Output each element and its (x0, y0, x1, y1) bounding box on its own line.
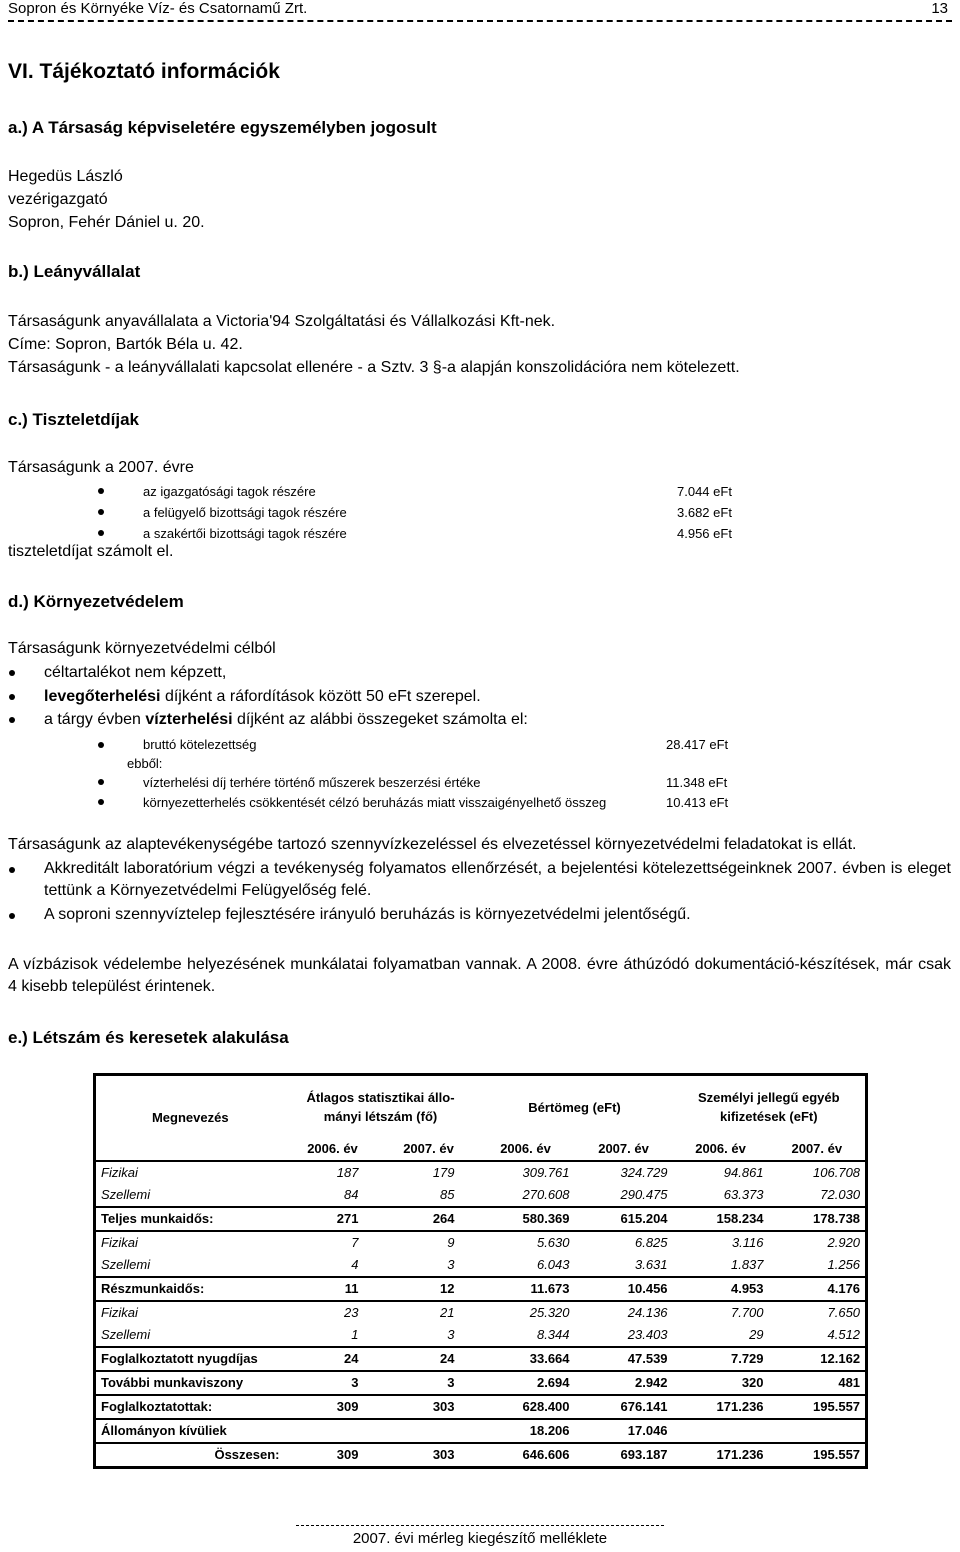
staff-table (93, 1073, 868, 1469)
row-value: 4.512 (827, 1327, 861, 1342)
table-row (95, 1254, 867, 1277)
row-value: 693.187 (575, 1443, 673, 1468)
row-value: 1.256 (827, 1257, 861, 1272)
table-body (95, 1161, 867, 1468)
bullet-icon (9, 913, 15, 919)
row-value: 6.825 (575, 1231, 673, 1254)
row-value: 4 (351, 1257, 359, 1272)
row-value: 271 (285, 1207, 381, 1231)
fee-item-label: a szakértői bizottsági tagok részére (143, 526, 347, 541)
row-value: 303 (381, 1443, 477, 1468)
env-bullet-2-bold: levegőterhelési (44, 688, 161, 705)
row-value: 264 (381, 1207, 477, 1231)
row-value (769, 1419, 867, 1443)
row-value: 7.729 (673, 1347, 769, 1371)
row-value: 1 (351, 1327, 359, 1342)
row-label: Szellemi (101, 1327, 151, 1342)
row-value: 18.206 (477, 1419, 575, 1443)
row-value: 7.650 (769, 1301, 867, 1324)
water-instrument-value: 11.348 eFt (666, 775, 728, 790)
bullet-icon (98, 530, 104, 536)
row-value: 2.942 (575, 1371, 673, 1395)
row-label: Foglalkoztatottak: (95, 1395, 285, 1419)
row-label: További munkaviszony (95, 1371, 285, 1395)
row-value (285, 1419, 381, 1443)
row-value (673, 1419, 769, 1443)
bullet-icon (9, 694, 15, 700)
year-header: 2006. év (500, 1141, 551, 1156)
row-value: 158.234 (673, 1207, 769, 1231)
env-bullet-3-pre: a tárgy évben (44, 711, 146, 728)
year-header: 2007. év (791, 1141, 843, 1156)
row-label: Fizikai (95, 1231, 285, 1254)
bullet-icon (98, 779, 104, 785)
header-other-payments: Személyi jellegű egyéb kifizetések (eFt) (697, 1090, 840, 1124)
row-value: 4.953 (673, 1277, 769, 1301)
row-value: 2.694 (477, 1371, 575, 1395)
table-row (95, 1347, 867, 1371)
header-megnevezes: Megnevezés (151, 1110, 229, 1125)
row-value: 1.837 (730, 1257, 764, 1272)
row-value: 290.475 (620, 1187, 668, 1202)
row-value: 303 (381, 1395, 477, 1419)
row-value: 4.176 (769, 1277, 867, 1301)
row-value (381, 1419, 477, 1443)
env-bullet-3-bold: vízterhelési (145, 711, 233, 728)
row-value: 171.236 (673, 1443, 769, 1468)
water-investment-label: környezetterhelés csökkentését célzó beruházás miatt visszaigényelhető összeg (143, 795, 607, 810)
row-value: 17.046 (575, 1419, 673, 1443)
water-investment-value: 10.413 eFt (666, 795, 729, 810)
subsidiary-line-2: Címe: Sopron, Bartók Béla u. 42. (8, 336, 243, 353)
row-value: 10.456 (575, 1277, 673, 1301)
table-row (95, 1161, 867, 1184)
year-header: 2007. év (598, 1141, 649, 1156)
subsidiary-line-1: Társaságunk anyavállalata a Victoria'94 Szolgáltatási és Vállalkozási Kft-nek. (8, 313, 556, 330)
water-gross-value: 28.417 eFt (666, 737, 729, 752)
table-row (95, 1419, 867, 1443)
row-value: 324.729 (575, 1161, 673, 1184)
representative-name: Hegedüs László (8, 168, 123, 185)
row-value: 84 (344, 1187, 359, 1202)
env-bullet-3-rest: díjként az alábbi összegeket számolta el: (232, 711, 528, 728)
row-label: Teljes munkaidős: (95, 1207, 285, 1231)
row-label: Fizikai (95, 1161, 285, 1184)
row-value: 47.539 (575, 1347, 673, 1371)
row-label: Foglalkoztatott nyugdíjas (95, 1347, 285, 1371)
row-value: 85 (440, 1187, 455, 1202)
section-d-title: d.) Környezetvédelem (8, 592, 184, 611)
env-paragraph-2: A vízbázisok védelembe helyezésének munkálatai folyamatban vannak. A 2008. évre áthúzódó dokumentáció-készítések, már csak 4 kisebb települést érintenek. (8, 956, 951, 995)
row-value: 29 (749, 1327, 764, 1342)
section-title: VI. Tájékoztató információk (8, 60, 280, 83)
bullet-icon (9, 867, 15, 873)
header-divider (8, 20, 952, 22)
header-company: Sopron és Környéke Víz- és Csatornamű Zrt. (8, 0, 308, 17)
row-value: 646.606 (477, 1443, 575, 1468)
row-value: 3 (285, 1371, 381, 1395)
row-value: 309.761 (477, 1161, 575, 1184)
row-value: 628.400 (477, 1395, 575, 1419)
row-value: 309 (285, 1443, 381, 1468)
row-value: 171.236 (673, 1395, 769, 1419)
bullet-icon (98, 799, 104, 805)
row-value: 63.373 (723, 1187, 764, 1202)
fee-item-label: az igazgatósági tagok részére (143, 484, 316, 499)
header-headcount: Átlagos statisztikai állo-mányi létszám (fő) (306, 1090, 455, 1124)
row-value: 615.204 (575, 1207, 673, 1231)
fee-item-value: 3.682 eFt (677, 505, 732, 520)
row-value: 23 (285, 1301, 381, 1324)
row-value: 3.116 (673, 1231, 769, 1254)
row-label: Állományon kívüliek (95, 1419, 285, 1443)
row-value: 94.861 (673, 1161, 769, 1184)
env-bullet-4: Akkreditált laboratórium végzi a tevékenység folyamatos ellenőrzését, a bejelentési kötelezettségeinknek 2007. évben is eleget tettünk a Környezetvédelmi Felügyelőség felé. (44, 860, 951, 899)
row-value: 270.608 (522, 1187, 570, 1202)
bullet-icon (98, 509, 104, 515)
env-intro: Társaságunk környezetvédelmi célból (8, 640, 276, 657)
row-value: 33.664 (477, 1347, 575, 1371)
section-b-title: b.) Leányvállalat (8, 262, 141, 281)
row-value: 178.738 (769, 1207, 867, 1231)
water-instrument-label: vízterhelési díj terhére történő műszerek beszerzési értéke (143, 775, 481, 790)
section-e-title: e.) Létszám és keresetek alakulása (8, 1028, 289, 1047)
ebbol-label: ebből: (127, 756, 163, 771)
row-label: Részmunkaidős: (95, 1277, 285, 1301)
row-value: 24.136 (575, 1301, 673, 1324)
row-value: 9 (381, 1231, 477, 1254)
env-bullet-3 (44, 711, 528, 729)
row-value: 24 (285, 1347, 381, 1371)
year-header: 2007. év (403, 1141, 454, 1156)
row-value: 195.557 (769, 1443, 867, 1468)
row-value: 3 (447, 1327, 455, 1342)
table-row (95, 1231, 867, 1254)
row-value: 3.631 (634, 1257, 668, 1272)
row-label: Szellemi (101, 1187, 151, 1202)
bullet-icon (98, 742, 104, 748)
bullet-icon (98, 488, 104, 494)
table-row (95, 1324, 867, 1347)
footer-divider (296, 1525, 664, 1526)
row-value: 3 (381, 1371, 477, 1395)
env-paragraph-1: Társaságunk az alaptevékenységébe tartozó szennyvízkezeléssel és elvezetéssel környezetvédelmi feladatokat is ellát. (8, 836, 857, 853)
row-value: 24 (381, 1347, 477, 1371)
row-value: 481 (769, 1371, 867, 1395)
table-row (95, 1395, 867, 1419)
fee-item-value: 4.956 eFt (677, 526, 732, 541)
fees-intro: Társaságunk a 2007. évre (8, 459, 194, 476)
header-payroll: Bértömeg (eFt) (528, 1099, 621, 1115)
row-value: 7.700 (673, 1301, 769, 1324)
row-value: 106.708 (769, 1161, 867, 1184)
fee-item-label: a felügyelő bizottsági tagok részére (143, 505, 347, 520)
row-value: 11.673 (477, 1277, 575, 1301)
fees-outro: tiszteletdíjat számolt el. (8, 543, 174, 560)
row-value: 21 (381, 1301, 477, 1324)
fee-item-value: 7.044 eFt (677, 484, 732, 499)
row-value: 179 (381, 1161, 477, 1184)
row-value: 187 (285, 1161, 381, 1184)
row-value: 23.403 (627, 1327, 668, 1342)
year-header: 2006. év (307, 1141, 358, 1156)
section-c-title: c.) Tiszteletdíjak (8, 410, 140, 429)
row-value: 309 (285, 1395, 381, 1419)
table-row (95, 1301, 867, 1324)
section-a-title: a.) A Társaság képviseletére egyszemélyben jogosult (8, 118, 437, 137)
env-bullet-2 (44, 688, 481, 706)
row-value: 72.030 (820, 1187, 861, 1202)
env-bullet-5: A soproni szennyvíztelep fejlesztésére irányuló beruházás is környezetvédelmi jelentőségű. (44, 906, 691, 923)
row-value: 8.344 (536, 1327, 570, 1342)
representative-position: vezérigazgató (8, 191, 108, 208)
table-row (95, 1184, 867, 1207)
row-value: 12 (381, 1277, 477, 1301)
year-header: 2006. év (695, 1141, 746, 1156)
row-value: 3 (447, 1257, 455, 1272)
table-row (95, 1443, 867, 1468)
row-label: Szellemi (101, 1257, 151, 1272)
page-number: 13 (931, 0, 948, 17)
row-value: 25.320 (477, 1301, 575, 1324)
subsidiary-line-3: Társaságunk - a leányvállalati kapcsolat ellenére - a Sztv. 3 §-a alapján konszolidációra nem kötelezett. (8, 359, 740, 376)
row-label: Fizikai (95, 1301, 285, 1324)
row-value: 676.141 (575, 1395, 673, 1419)
row-value: 5.630 (477, 1231, 575, 1254)
row-value: 11 (285, 1277, 381, 1301)
row-value: 6.043 (536, 1257, 570, 1272)
water-gross-label: bruttó kötelezettség (143, 737, 257, 752)
bullet-icon (9, 717, 15, 723)
row-label: Összesen: (95, 1443, 285, 1468)
row-value: 195.557 (769, 1395, 867, 1419)
bullet-icon (9, 670, 15, 676)
row-value: 7 (285, 1231, 381, 1254)
row-value: 320 (673, 1371, 769, 1395)
table-row (95, 1207, 867, 1231)
representative-address: Sopron, Fehér Dániel u. 20. (8, 214, 205, 231)
row-value: 2.920 (769, 1231, 867, 1254)
table-row (95, 1371, 867, 1395)
row-value: 580.369 (477, 1207, 575, 1231)
table-row (95, 1277, 867, 1301)
env-bullet-1: céltartalékot nem képzett, (44, 664, 227, 681)
env-bullet-2-rest: díjként a ráfordítások között 50 eFt szerepel. (160, 688, 481, 705)
row-value: 12.162 (769, 1347, 867, 1371)
footer-text: 2007. évi mérleg kiegészítő melléklete (352, 1530, 608, 1547)
